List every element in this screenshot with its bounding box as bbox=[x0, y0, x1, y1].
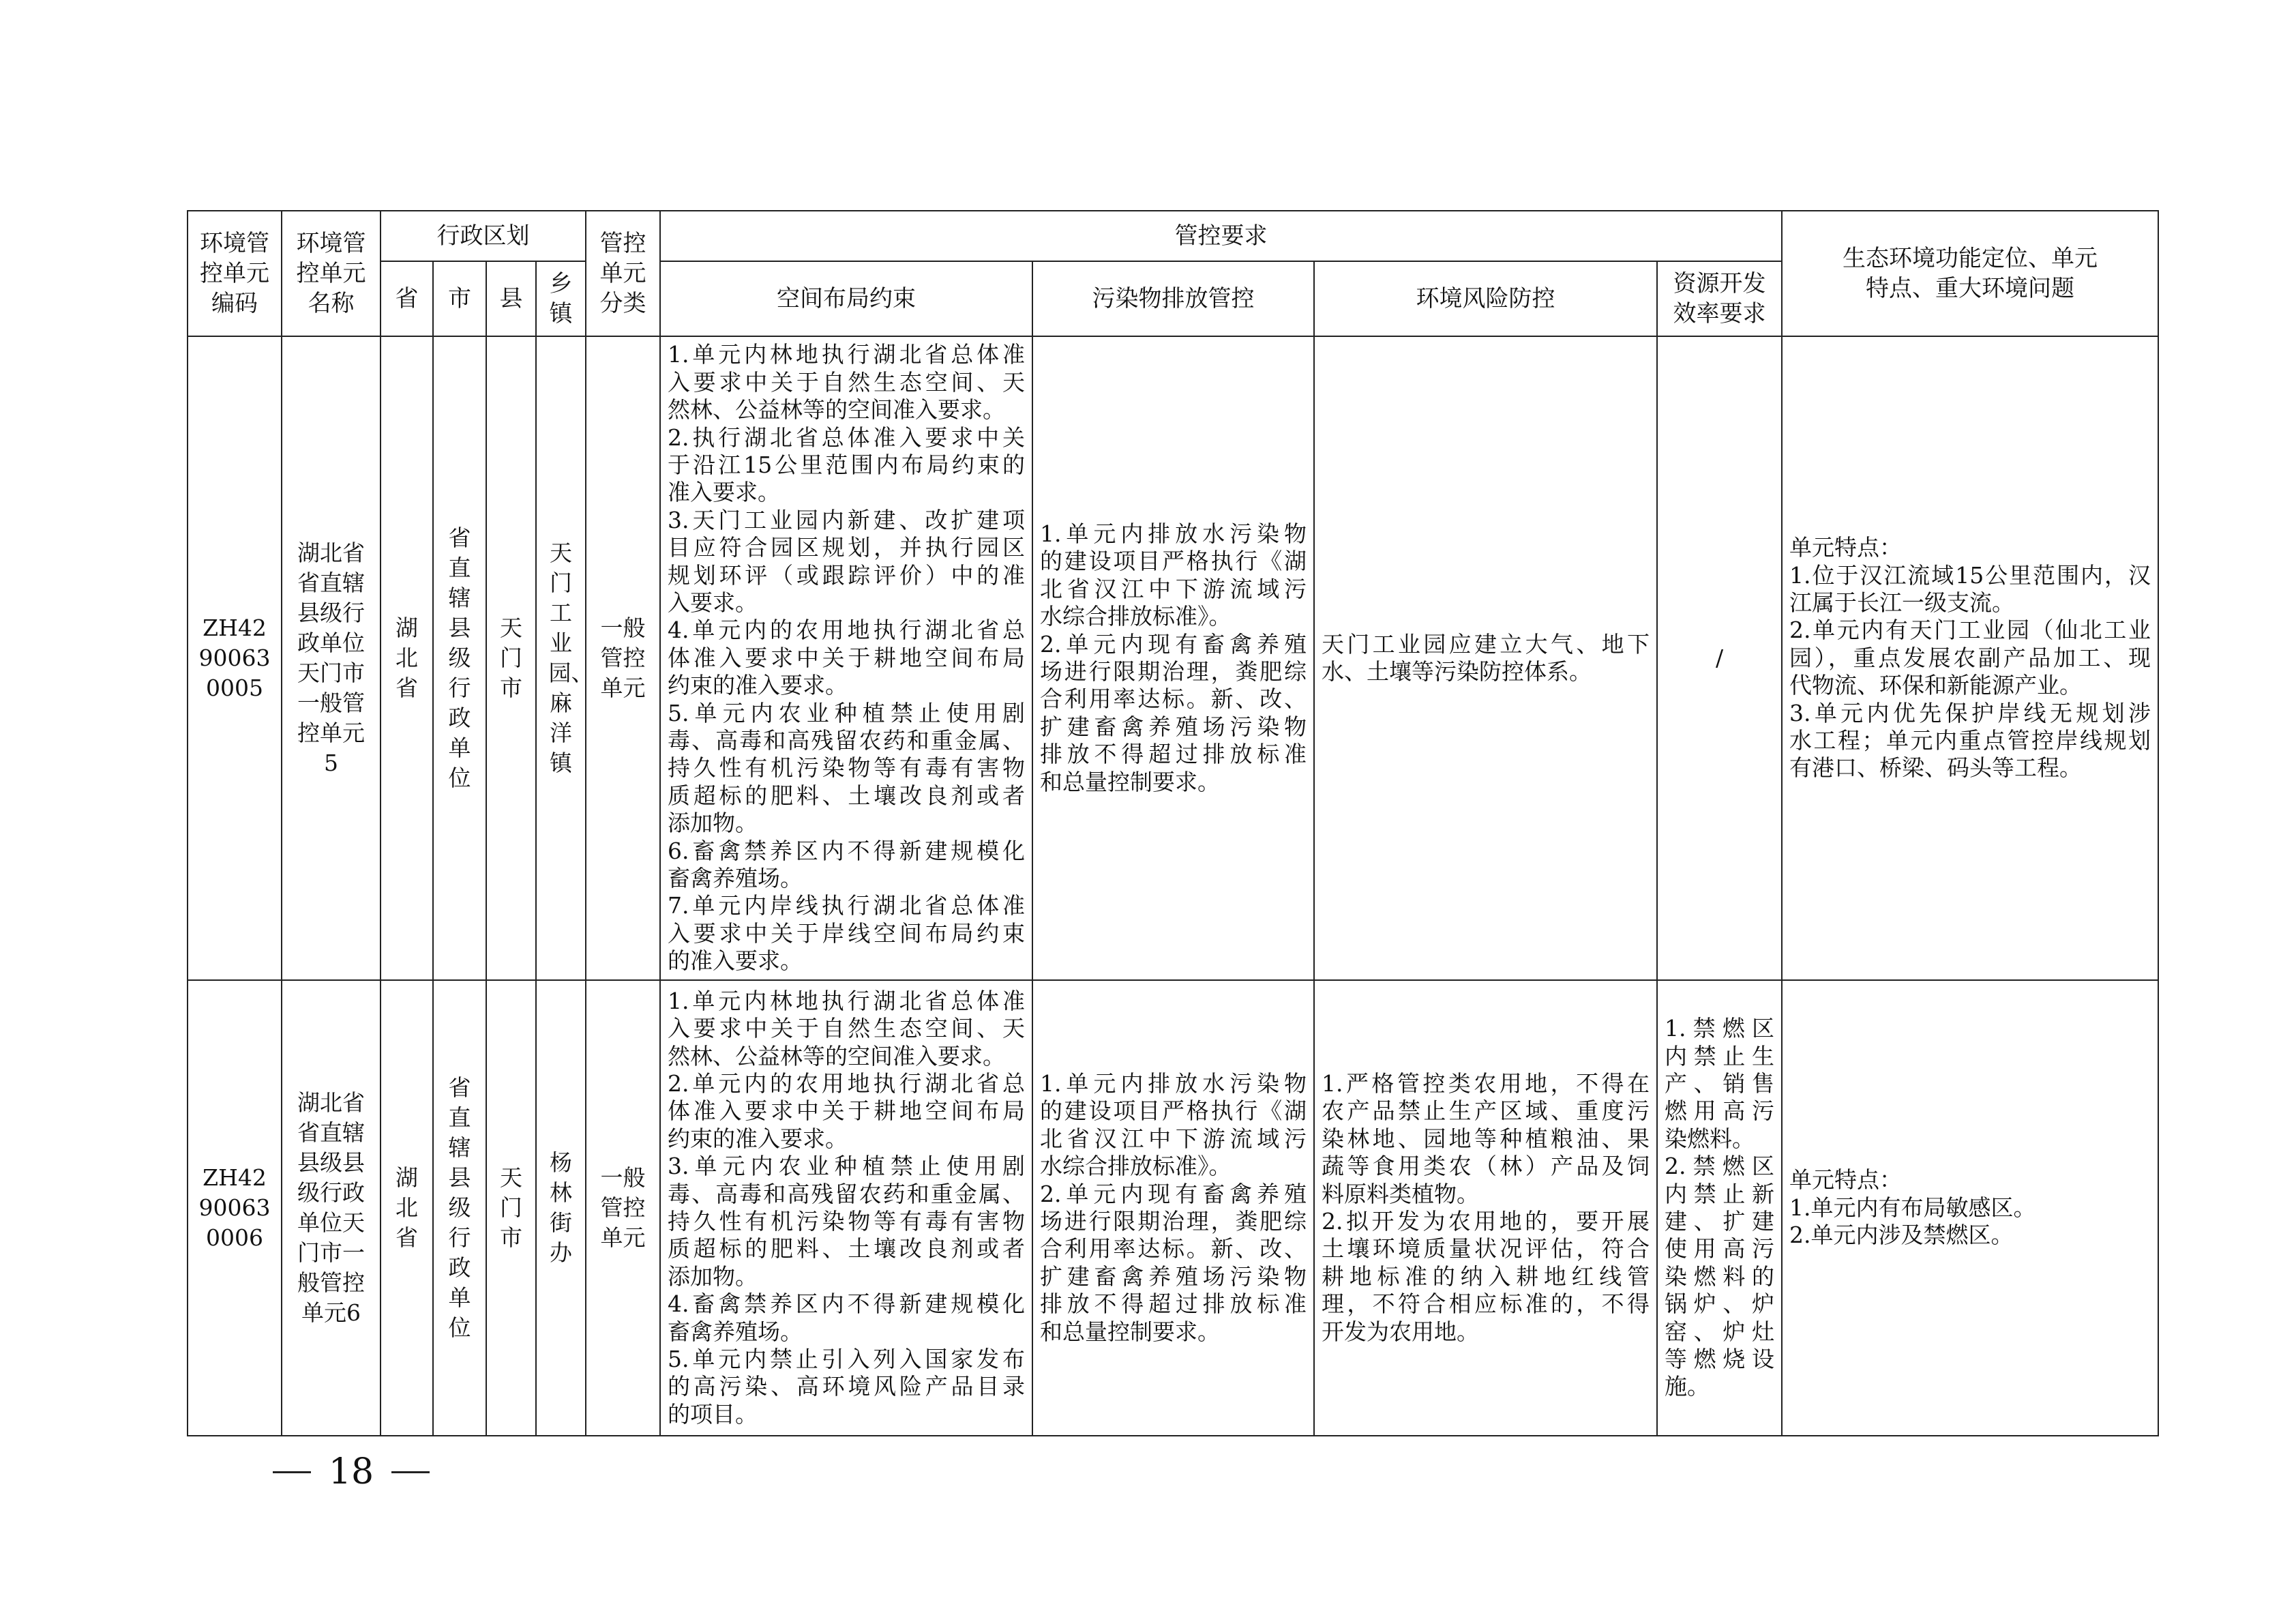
text-line: 4.畜禽禁养区内不得新建规模化 bbox=[668, 1290, 1025, 1318]
text-line: 1.单元内林地执行湖北省总体准 bbox=[668, 341, 1025, 368]
text-line: 土壤环境质量状况评估，符合 bbox=[1322, 1235, 1650, 1263]
text-line: 入要求中关于岸线空间布局约束 bbox=[668, 919, 1025, 947]
text-line: 染燃料。 bbox=[1665, 1125, 1755, 1152]
text-line: 3.单元内优先保护岸线无规划涉 bbox=[1789, 699, 2151, 726]
text-line: 北省汉江中下游流域污 bbox=[1040, 1125, 1307, 1152]
text-line: 产、销售 bbox=[1665, 1069, 1774, 1097]
text-line: 水综合排放标准》。 bbox=[1040, 603, 1232, 630]
text-line: 内禁止新 bbox=[1665, 1180, 1774, 1207]
text-line: 添加物。 bbox=[668, 1263, 758, 1290]
header-province: 省 bbox=[381, 261, 433, 336]
table-row bbox=[188, 336, 2158, 980]
unit-name: 湖北省 省直辖 县级行 政单位 天门市 一般管 控单元 5 bbox=[282, 336, 381, 980]
text-line: 持久性有机污染物等有毒有害物 bbox=[668, 1208, 1025, 1235]
text-line: 2.单元内现有畜禽养殖 bbox=[1040, 630, 1307, 658]
text-line: 内禁止生 bbox=[1665, 1042, 1774, 1069]
text-line: 的准入要求。 bbox=[668, 947, 803, 975]
table-row bbox=[188, 980, 2158, 1436]
text-line: 的建设项目严格执行《湖 bbox=[1040, 1097, 1307, 1125]
spatial-layout-text bbox=[660, 336, 1032, 980]
text-line: 1.禁燃区 bbox=[1665, 1015, 1774, 1042]
text-line: 2.拟开发为农用地的，要开展 bbox=[1322, 1208, 1650, 1235]
text-line: 排放不得超过排放标准 bbox=[1040, 1290, 1307, 1318]
text-line: 添加物。 bbox=[668, 810, 758, 837]
unit-code: ZH42 90063 0005 bbox=[188, 336, 282, 980]
resource-efficiency-text: / bbox=[1657, 336, 1782, 980]
text-line: 水、土壤等污染防控体系。 bbox=[1322, 658, 1592, 685]
resource-efficiency-text bbox=[1657, 980, 1782, 1436]
text-line: 的建设项目严格执行《湖 bbox=[1040, 548, 1307, 575]
city-cell: 省直辖县级行政单位 bbox=[433, 336, 486, 980]
text-line: 1.位于汉江流域15公里范围内，汉 bbox=[1789, 561, 2151, 589]
left-dash bbox=[273, 1471, 311, 1473]
text-line: 天门工业园应建立大气、地下 bbox=[1322, 630, 1650, 658]
risk-prevention-text bbox=[1314, 980, 1657, 1436]
text-line: 1.单元内有布局敏感区。 bbox=[1789, 1194, 2036, 1221]
text-line: 的项目。 bbox=[668, 1400, 758, 1428]
text-line: 入要求。 bbox=[668, 589, 758, 616]
text-line: 1.单元内排放水污染物 bbox=[1040, 520, 1307, 547]
text-line: 体准入要求中关于耕地空间布局 bbox=[668, 644, 1025, 671]
town-cell: 天门工业园、麻洋镇 bbox=[536, 336, 586, 980]
right-dash bbox=[391, 1471, 430, 1473]
text-line: 场进行限期治理，粪肥综 bbox=[1040, 658, 1307, 685]
spatial-layout-text bbox=[660, 980, 1032, 1436]
header-county: 县 bbox=[486, 261, 536, 336]
text-line: 1.单元内排放水污染物 bbox=[1040, 1069, 1307, 1097]
header-eco-function: 生态环境功能定位、单元 特点、重大环境问题 bbox=[1782, 211, 2158, 336]
text-line: 3.单元内农业种植禁止使用剧 bbox=[668, 1153, 1025, 1180]
header-risk-prevention: 环境风险防控 bbox=[1314, 261, 1657, 336]
header-admin-division: 行政区划 bbox=[381, 211, 586, 261]
text-line: 质超标的肥料、土壤改良剂或者 bbox=[668, 1235, 1025, 1263]
text-line: 代物流、环保和新能源产业。 bbox=[1789, 672, 2082, 699]
text-line: 入要求中关于自然生态空间、天 bbox=[668, 1015, 1025, 1042]
text-line: 北省汉江中下游流域污 bbox=[1040, 575, 1307, 602]
text-line: 等燃烧设 bbox=[1665, 1346, 1774, 1373]
text-line: 畜禽养殖场。 bbox=[668, 865, 803, 892]
text-line: 水工程；单元内重点管控岸线规划 bbox=[1789, 727, 2151, 754]
text-line: 1.严格管控类农用地，不得在 bbox=[1322, 1069, 1650, 1097]
text-line: 染燃料的 bbox=[1665, 1263, 1774, 1290]
text-line: 畜禽养殖场。 bbox=[668, 1318, 803, 1345]
text-line: 毒、高毒和高残留农药和重金属、 bbox=[668, 1180, 1025, 1207]
text-line: 2.单元内现有畜禽养殖 bbox=[1040, 1180, 1307, 1207]
header-spatial-layout: 空间布局约束 bbox=[660, 261, 1032, 336]
text-line: 持久性有机污染物等有毒有害物 bbox=[668, 754, 1025, 782]
text-line: 扩建畜禽养殖场污染物 bbox=[1040, 1263, 1307, 1290]
text-line: 准入要求。 bbox=[668, 479, 780, 506]
county-cell: 天门市 bbox=[486, 980, 536, 1436]
unit-category: 一般 管控 单元 bbox=[586, 980, 660, 1436]
text-line: 园），重点发展农副产品加工、现 bbox=[1789, 644, 2151, 671]
text-line: 6.畜禽禁养区内不得新建规模化 bbox=[668, 837, 1025, 864]
text-line: 2.单元内的农用地执行湖北省总 bbox=[668, 1069, 1025, 1097]
text-line: 和总量控制要求。 bbox=[1040, 1318, 1220, 1345]
text-line: 然林、公益林等的空间准入要求。 bbox=[668, 396, 1005, 424]
text-line: 窑、炉灶 bbox=[1665, 1318, 1774, 1345]
text-line: 耕地标准的纳入耕地红线管 bbox=[1322, 1263, 1650, 1290]
text-line: 然林、公益林等的空间准入要求。 bbox=[668, 1042, 1005, 1069]
text-line: 4.单元内的农用地执行湖北省总 bbox=[668, 617, 1025, 644]
page-number bbox=[273, 1451, 430, 1492]
text-line: 燃用高污 bbox=[1665, 1097, 1774, 1125]
text-line: 的高污染、高环境风险产品目录 bbox=[668, 1373, 1025, 1400]
header-city: 市 bbox=[433, 261, 486, 336]
text-line: 和总量控制要求。 bbox=[1040, 768, 1220, 795]
text-line: 规划环评（或跟踪评价）中的准 bbox=[668, 561, 1025, 589]
text-line: 单元特点： bbox=[1789, 534, 1902, 561]
header-control-requirements: 管控要求 bbox=[660, 211, 1782, 261]
text-line: 约束的准入要求。 bbox=[668, 672, 848, 699]
page-number-text: 18 bbox=[328, 1451, 374, 1492]
text-line: 1.单元内林地执行湖北省总体准 bbox=[668, 987, 1025, 1014]
unit-name: 湖北省 省直辖 县级县 级行政 单位天 门市一 般管控 单元6 bbox=[282, 980, 381, 1436]
text-line: 体准入要求中关于耕地空间布局 bbox=[668, 1097, 1025, 1125]
text-line: 排放不得超过排放标准 bbox=[1040, 741, 1307, 768]
text-line: 开发为农用地。 bbox=[1322, 1318, 1479, 1345]
text-line: 合利用率达标。新、改、 bbox=[1040, 685, 1307, 713]
town-cell: 杨林街办 bbox=[536, 980, 586, 1436]
text-line: 水综合排放标准》。 bbox=[1040, 1153, 1232, 1180]
text-line: 场进行限期治理，粪肥综 bbox=[1040, 1208, 1307, 1235]
text-line: 5.单元内禁止引入列入国家发布 bbox=[668, 1346, 1025, 1373]
header-unit-name: 环境管 控单元 名称 bbox=[282, 211, 381, 336]
text-line: 约束的准入要求。 bbox=[668, 1125, 848, 1152]
text-line: 锅炉、炉 bbox=[1665, 1290, 1774, 1318]
text-line: 农产品禁止生产区域、重度污 bbox=[1322, 1097, 1650, 1125]
text-line: 染林地、园地等种植粮油、果 bbox=[1322, 1125, 1650, 1152]
text-line: 料原料类植物。 bbox=[1322, 1180, 1479, 1207]
risk-prevention-text bbox=[1314, 336, 1657, 980]
header-pollution-control: 污染物排放管控 bbox=[1032, 261, 1314, 336]
province-cell: 湖北省 bbox=[381, 980, 433, 1436]
text-line: 扩建畜禽养殖场污染物 bbox=[1040, 713, 1307, 740]
text-line: 蔬等食用类农（林）产品及饲 bbox=[1322, 1153, 1650, 1180]
province-cell: 湖北省 bbox=[381, 336, 433, 980]
pollution-control-text bbox=[1032, 336, 1314, 980]
text-line: 理，不符合相应标准的，不得 bbox=[1322, 1290, 1650, 1318]
header-unit-category: 管控 单元 分类 bbox=[586, 211, 660, 336]
text-line: 质超标的肥料、土壤改良剂或者 bbox=[668, 782, 1025, 809]
text-line: 目应符合园区规划，并执行园区 bbox=[668, 534, 1025, 561]
text-line: 有港口、桥梁、码头等工程。 bbox=[1789, 754, 2082, 782]
eco-function-text bbox=[1782, 980, 2158, 1436]
text-line: 使用高污 bbox=[1665, 1235, 1774, 1263]
header-town: 乡 镇 bbox=[536, 261, 586, 336]
text-line: 入要求中关于自然生态空间、天 bbox=[668, 368, 1025, 396]
city-cell: 省直辖县级行政单位 bbox=[433, 980, 486, 1436]
text-line: 于沿江15公里范围内布局约束的 bbox=[668, 451, 1025, 478]
text-line: 2.单元内有天门工业园（仙北工业 bbox=[1789, 617, 2151, 644]
text-line: 合利用率达标。新、改、 bbox=[1040, 1235, 1307, 1263]
text-line: 2.单元内涉及禁燃区。 bbox=[1789, 1222, 2014, 1249]
eco-function-text bbox=[1782, 336, 2158, 980]
header-resource-efficiency: 资源开发 效率要求 bbox=[1657, 261, 1782, 336]
unit-category: 一般 管控 单元 bbox=[586, 336, 660, 980]
header-unit-code: 环境管 控单元 编码 bbox=[188, 211, 282, 336]
pollution-control-text bbox=[1032, 980, 1314, 1436]
text-line: 施。 bbox=[1665, 1373, 1710, 1400]
text-line: 7.单元内岸线执行湖北省总体准 bbox=[668, 892, 1025, 919]
text-line: 江属于长江一级支流。 bbox=[1789, 589, 2014, 616]
environmental-control-units-table bbox=[187, 210, 2159, 1436]
text-line: 2.执行湖北省总体准入要求中关 bbox=[668, 424, 1025, 451]
text-line: 5.单元内农业种植禁止使用剧 bbox=[668, 699, 1025, 726]
unit-code: ZH42 90063 0006 bbox=[188, 980, 282, 1436]
text-line: 2.禁燃区 bbox=[1665, 1153, 1774, 1180]
text-line: 3.天门工业园内新建、改扩建项 bbox=[668, 506, 1025, 533]
text-line: 建、扩建 bbox=[1665, 1208, 1774, 1235]
text-line: 单元特点： bbox=[1789, 1166, 1902, 1194]
county-cell: 天门市 bbox=[486, 336, 536, 980]
text-line: 毒、高毒和高残留农药和重金属、 bbox=[668, 727, 1025, 754]
